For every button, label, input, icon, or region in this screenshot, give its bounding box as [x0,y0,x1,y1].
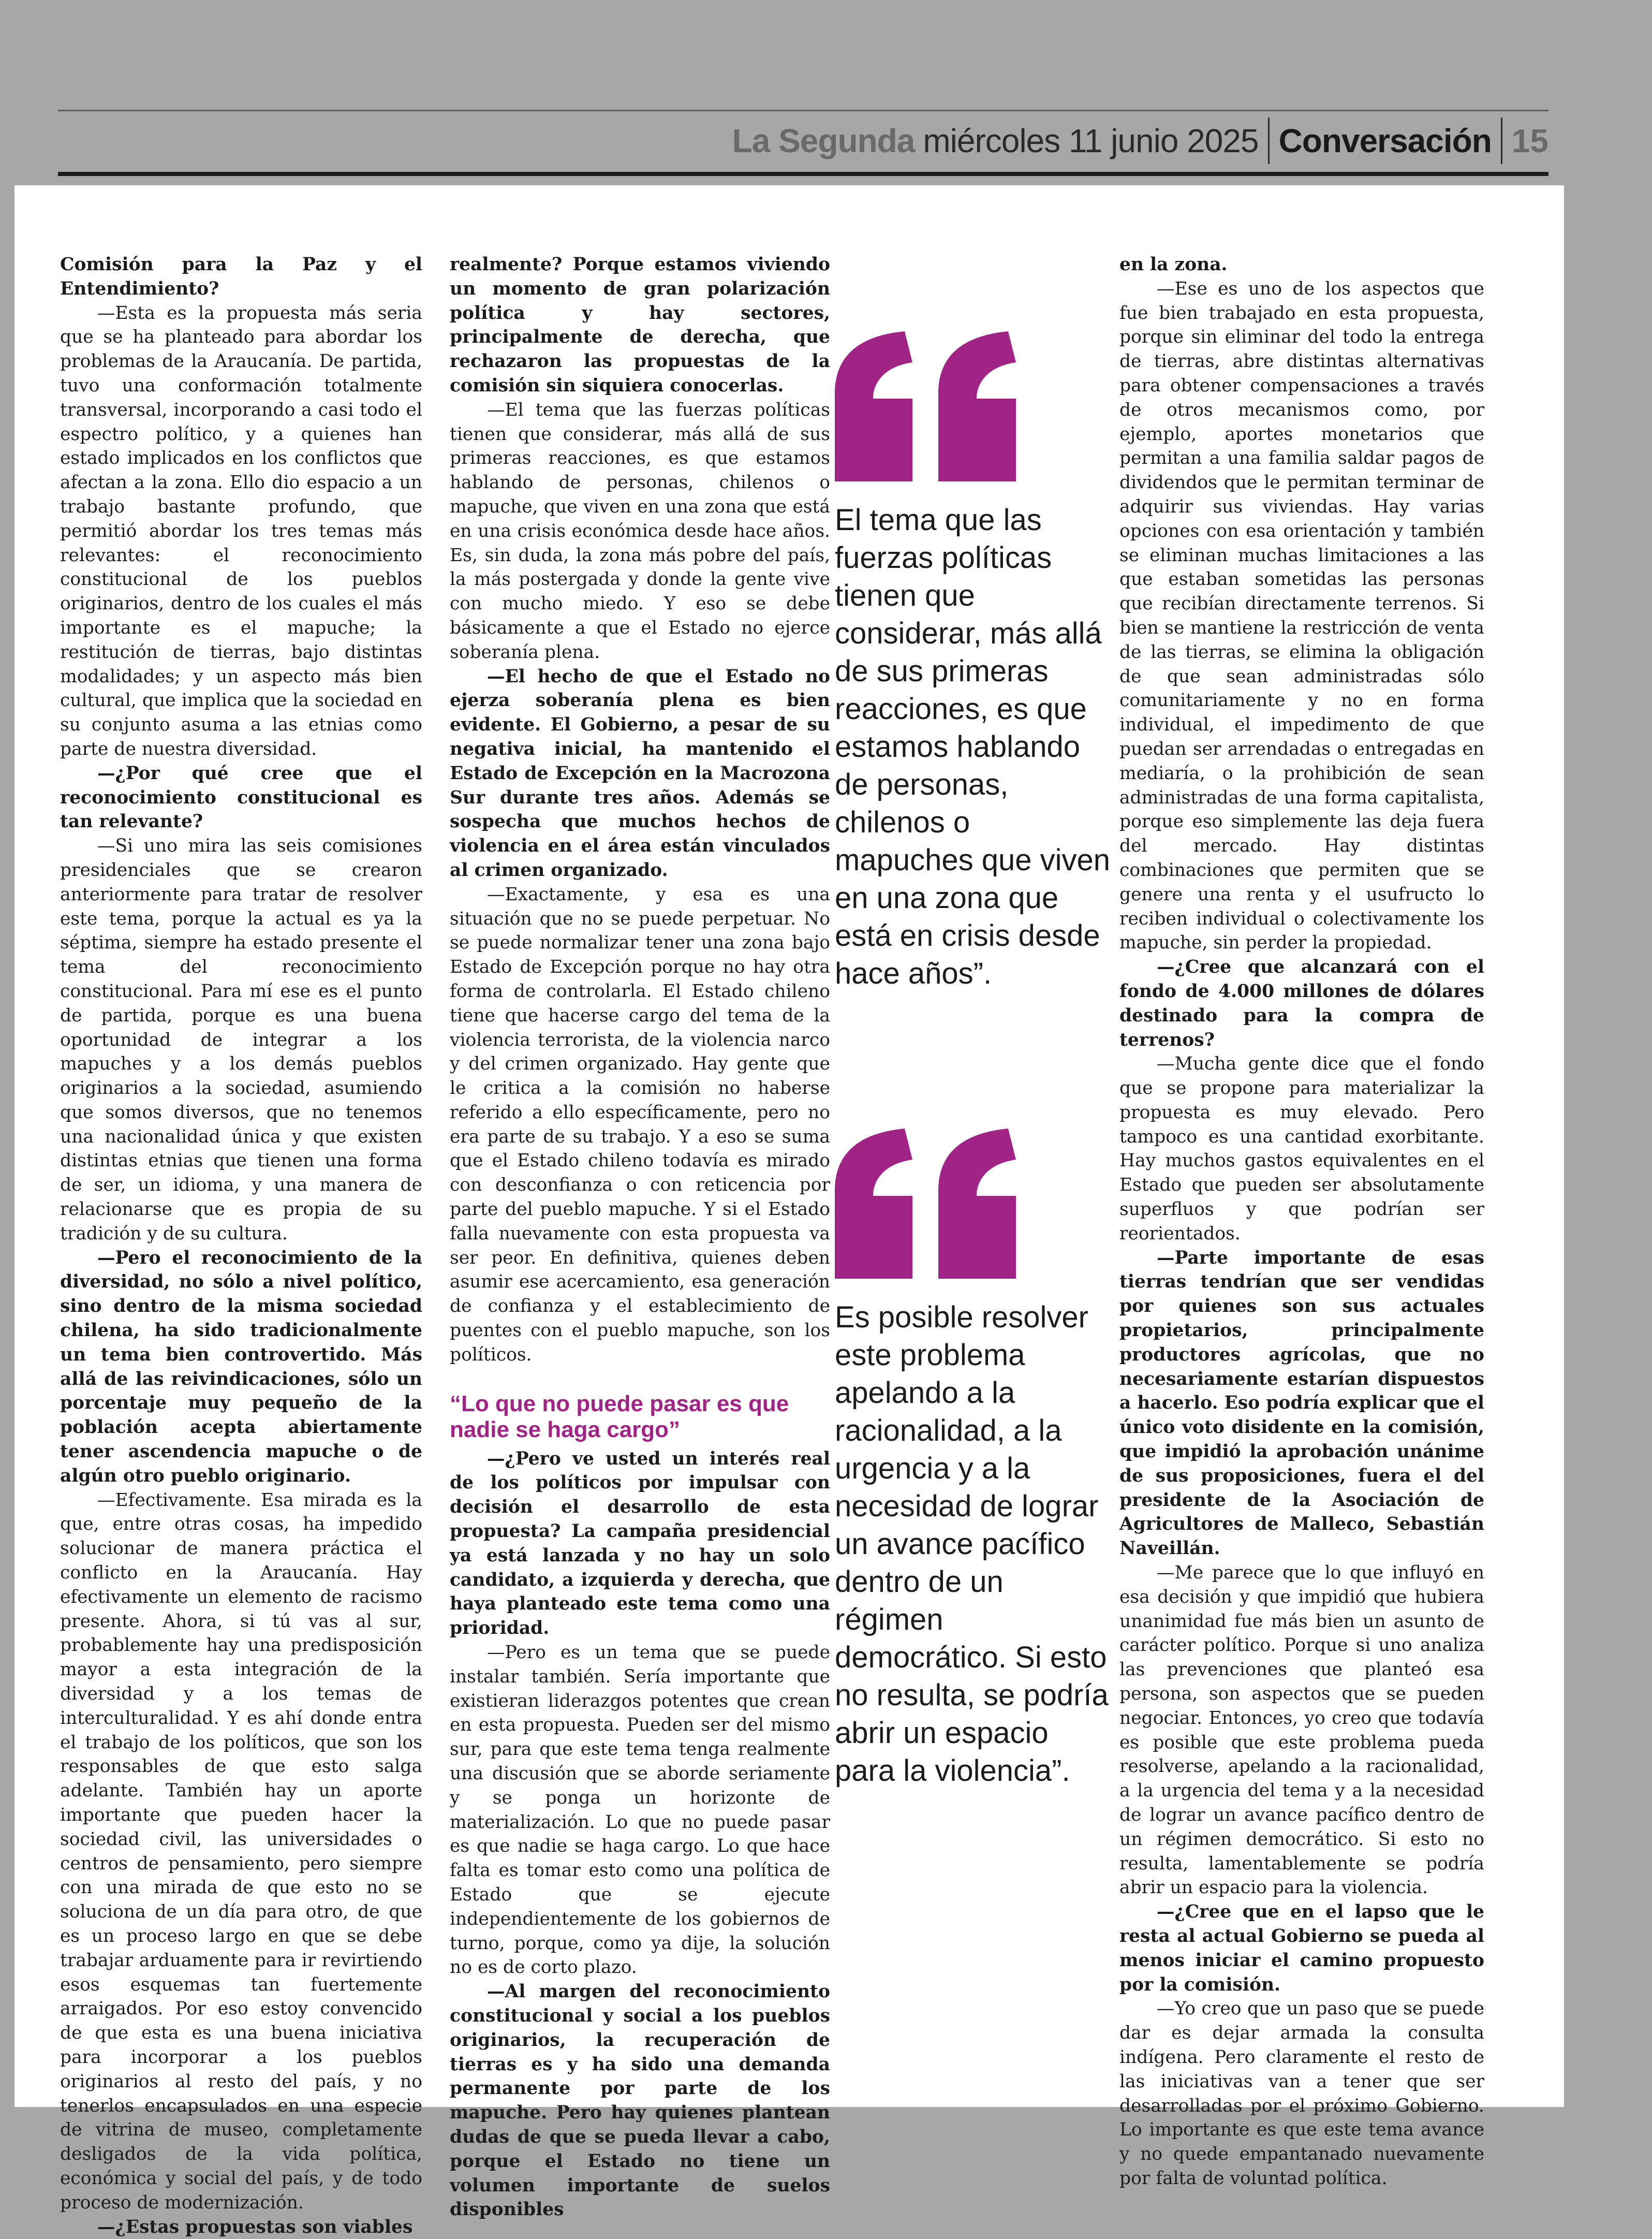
interview-question: Comisión para la Paz y el Entendimiento? [60,254,422,299]
header-bottom-rule [58,172,1548,176]
page-header [58,109,1548,176]
header-bar [732,115,1548,167]
pull-quote-2 [835,1129,1114,1790]
interview-question: en la zona. [1119,254,1228,275]
interview-question: —¿Estas propuestas son viables [97,2216,413,2237]
section-name: Conversación [1278,122,1492,159]
interview-question: —El hecho de que el Estado no ejerza soberanía plena es bien evidente. El Gobierno, a pesar de su negativa inicial, ha mantenido el Estado de Excepción en la Macrozona Sur durante tres años. Además se sospecha que muchos hechos de violencia en el área están vinculados al crimen organizado. [450,666,830,881]
quote-mark-icon [835,1129,1021,1279]
interview-question: —¿Pero ve usted un interés real de los políticos por impulsar con decisión el desarrollo de esta propuesta? La campaña presidencial ya está lanzada y no hay un solo candidato, a izquierda y derecha, que haya planteado este tema como una prioridad. [450,1448,830,1639]
header-divider [1268,118,1270,164]
interview-answer: —Yo creo que un paso que se puede dar es dejar armada la consulta indígena. Pero claramente el resto de las iniciativas van a tener que ser desarrolladas por el próximo Gobierno. Lo importante es que este tema avance y no quede empantanado nuevamente por falta de voluntad política. [1119,1998,1484,2189]
pull-quote-1 [835,331,1114,992]
header-top-rule [58,110,1548,111]
interview-question: —¿Por qué cree que el reconocimiento constitucional es tan relevante? [60,763,422,832]
quote-mark-icon [835,331,1021,481]
interview-question: realmente? Porque estamos viviendo un momento de gran polarización política y hay sectores, principalmente de derecha, que rechazaron las propuestas de la comisión sin siquiera conocerlas. [450,254,830,396]
pull-quote-text: Es posible resolver este problema apelando a la racionalidad, a la urgencia y a la necesidad de lograr un avance pacífico dentro de un régimen democrático. Si esto no resulta, se podría abrir un espacio para la violencia”. [835,1300,1109,1788]
article-column-2 [450,253,830,2222]
interview-answer: —Esta es la propuesta más seria que se ha planteado para abordar los problemas de la Araucanía. De partida, tuvo una conformación totalmente transversal, incorporando a casi todo el espectro político, y a quienes han estado implicados en los conflictos que afectan a la zona. Ello dio espacio a un trabajo bastante profundo, que permitió abordar los tres temas más relevantes: el reconocimiento constitucional de los pueblos originarios, dentro de los cuales el más importante es el mapuche; la restitución de tierras, bajo distintas modalidades; y un aspecto más bien cultural, que implica que la sociedad en su conjunto asuma a las etnias como parte de nuestra diversidad. [60,302,422,759]
article-page [14,185,1564,2237]
article-column-1 [60,253,422,2239]
interview-answer: —Ese es uno de los aspectos que fue bien trabajado en esta propuesta, porque sin eliminar del todo la entrega de tierras, abre distintas alternativas para obtener compensaciones a través de otros mecanismos como, por ejemplo, aportes monetarios que permitan a una familia saldar pagos de dividendos que le permitan terminar de adquirir sus viviendas. Hay varias opciones con esa orientación y también se eliminan muchas limitaciones a las que estaban sometidas las personas que recibían directamente terrenos. Si bien se mantiene la restricción de venta de las tierras, se elimina la obligación de que sean administradas sólo comunitariamente y no en forma individual, el impedimento de que puedan ser arrendadas o entregadas en mediaría, o la prohibición de sean administradas de una forma capitalista, porque eso simplemente las deja fuera del mercado. Hay distintas combinaciones que permiten que se genere una renta y el usufructo lo reciben individual o colectivamente los mapuche, sin perder la propiedad. [1119,278,1484,954]
interview-question: —¿Cree que alcanzará con el fondo de 4.000 millones de dólares destinado para la compra de terrenos? [1119,957,1484,1050]
interview-question: —Parte importante de esas tierras tendrían que ser vendidas por quienes son sus actuales propietarios, principalmente productores agrícolas, que no necesariamente estarían dispuestos a hacerlo. Eso podría explicar que el único voto disidente en la comisión, que impidió la aprobación unánime de sus proposiciones, fuera el del presidente de la Asociación de Agricultores de Malleco, Sebastián Naveillán. [1119,1247,1484,1559]
interview-answer: —Efectivamente. Esa mirada es la que, entre otras cosas, ha impedido solucionar de manera práctica el conflicto en la Araucanía. Hay efectivamente un elemento de racismo presente. Ahora, si tú vas al sur, probablemente hay una predisposición mayor a esta integración de la diversidad y a los temas de interculturalidad. Y es ahí donde entra el trabajo de los políticos, que son los responsables de que esto salga adelante. También hay un aporte importante que pueden hacer la sociedad civil, las universidades o centros de pensamiento, pero siempre con una mirada de que esto no se soluciona de un día para otro, de que es un proceso largo en que se debe trabajar arduamente para ir revirtiendo esos esquemas tan fuertemente arraigados. Por eso estoy convencido de que esta es una buena iniciativa para incorporar a los pueblos originarios al resto del país, y no tenerlos encapsulados en una especie de vitrina de museo, completamente desligados de la vida política, económica y social del país, y de todo proceso de modernización. [60,1489,422,2213]
interview-answer: —Pero es un tema que se puede instalar también. Sería importante que existieran liderazgos potentes que crean en esta propuesta. Pueden ser del mismo sur, para que este tema tenga realmente una discusión que se aborde seriamente y se ponga un horizonte de materialización. Lo que no puede pasar es que nadie se haga cargo. Lo que hace falta es tomar esto como una política de Estado que se ejecute independientemente de los gobiernos de turno, porque, como ya dije, la solución no es de corto plazo. [450,1642,830,1978]
article-subhead: “Lo que no puede pasar es que nadie se haga cargo” [450,1391,789,1442]
interview-answer: —Si uno mira las seis comisiones presidenciales que se crearon anteriormente para tratar de resolver este tema, porque la actual es ya la séptima, siempre ha estado presente el tema del reconocimiento constitucional. Para mí ese es el punto de partida, porque es una buena oportunidad de integrar a los mapuches y a los demás pueblos originarios a la sociedad, asumiendo que somos diversos, que no tenemos una nacionalidad única y que existen distintas etnias que tienen una forma de ser, un idioma, y una manera de relacionarse que es propia de su tradición y de su cultura. [60,836,422,1244]
newspaper-brand: La Segunda [732,122,915,159]
pull-quote-text: El tema que las fuerzas políticas tienen que considerar, más allá de sus primeras reacciones, es que estamos hablando de personas, chilenos o mapuches que viven en una zona que está en crisis desde hace años”. [835,503,1110,990]
header-divider [1501,118,1502,164]
interview-answer: —Exactamente, y esa es una situación que no se puede perpetuar. No se puede normalizar tener una zona bajo Estado de Excepción porque no hay otra forma de controlarla. El Estado chileno tiene que hacerse cargo del tema de la violencia terrorista, de la violencia narco y del crimen organizado. Hay gente que le critica a la comisión no haberse referido a ello específicamente, pero no era parte de su trabajo. Y a eso se suma que el Estado chileno todavía es mirado con desconfianza o con reticencia por parte del pueblo mapuche. Y si el Estado falla nuevamente con esta propuesta va ser peor. En definitiva, quienes deben asumir ese acercamiento, esa generación de confianza y el establecimiento de puentes con el pueblo mapuche, son los políticos. [450,884,830,1365]
article-column-4 [1119,253,1484,2191]
interview-answer: —Mucha gente dice que el fondo que se propone para materializar la propuesta es muy elevado. Pero tampoco es una cantidad exorbitante. Hay muchos gastos equivalentes en el Estado que pueden ser absolutamente superfluos y que podrían ser reorientados. [1119,1053,1484,1244]
interview-answer: —Me parece que lo que influyó en esa decisión y que impidió que hubiera unanimidad fue más bien un asunto de carácter político. Porque si uno analiza las prevenciones que planteó esa persona, son aspectos que se pueden negociar. Entonces, yo creo que todavía es posible que este problema pueda resolverse, apelando a la racionalidad, a la urgencia del tema y a la necesidad de lograr un avance pacífico dentro de un régimen democrático. Si esto no resulta, lamentablemente se podría abrir un espacio para la violencia. [1119,1562,1484,1898]
interview-question: —Pero el reconocimiento de la diversidad, no sólo a nivel político, sino dentro de la misma sociedad chilena, ha sido tradicionalmente un tema bien controvertido. Más allá de las reivindicaciones, sólo un porcentaje muy pequeño de la población acepta abiertamente tener ascendencia mapuche o de algún otro pueblo originario. [60,1247,422,1486]
issue-date: miércoles 11 junio 2025 [923,122,1259,159]
interview-question: —Al margen del reconocimiento constitucional y social a los pueblos originarios, la recuperación de tierras es y ha sido una demanda permanente por parte de los mapuche. Pero hay quienes plantean dudas de que se pueda llevar a cabo, porque el Estado no tiene un volumen importante de suelos disponibles [450,1981,830,2220]
page-number: 15 [1511,122,1548,159]
interview-answer: —El tema que las fuerzas políticas tienen que considerar, más allá de sus primeras reacciones, es que estamos hablando de personas, chilenos o mapuche, que viven en una zona que está en una crisis económica desde hace años. Es, sin duda, la zona más pobre del país, la más postergada y donde la gente vive con mucho miedo. Y eso se debe básicamente a que el Estado no ejerce soberanía plena. [450,399,830,663]
interview-question: —¿Cree que en el lapso que le resta al actual Gobierno se pueda al menos iniciar el camino propuesto por la comisión. [1119,1901,1484,1995]
